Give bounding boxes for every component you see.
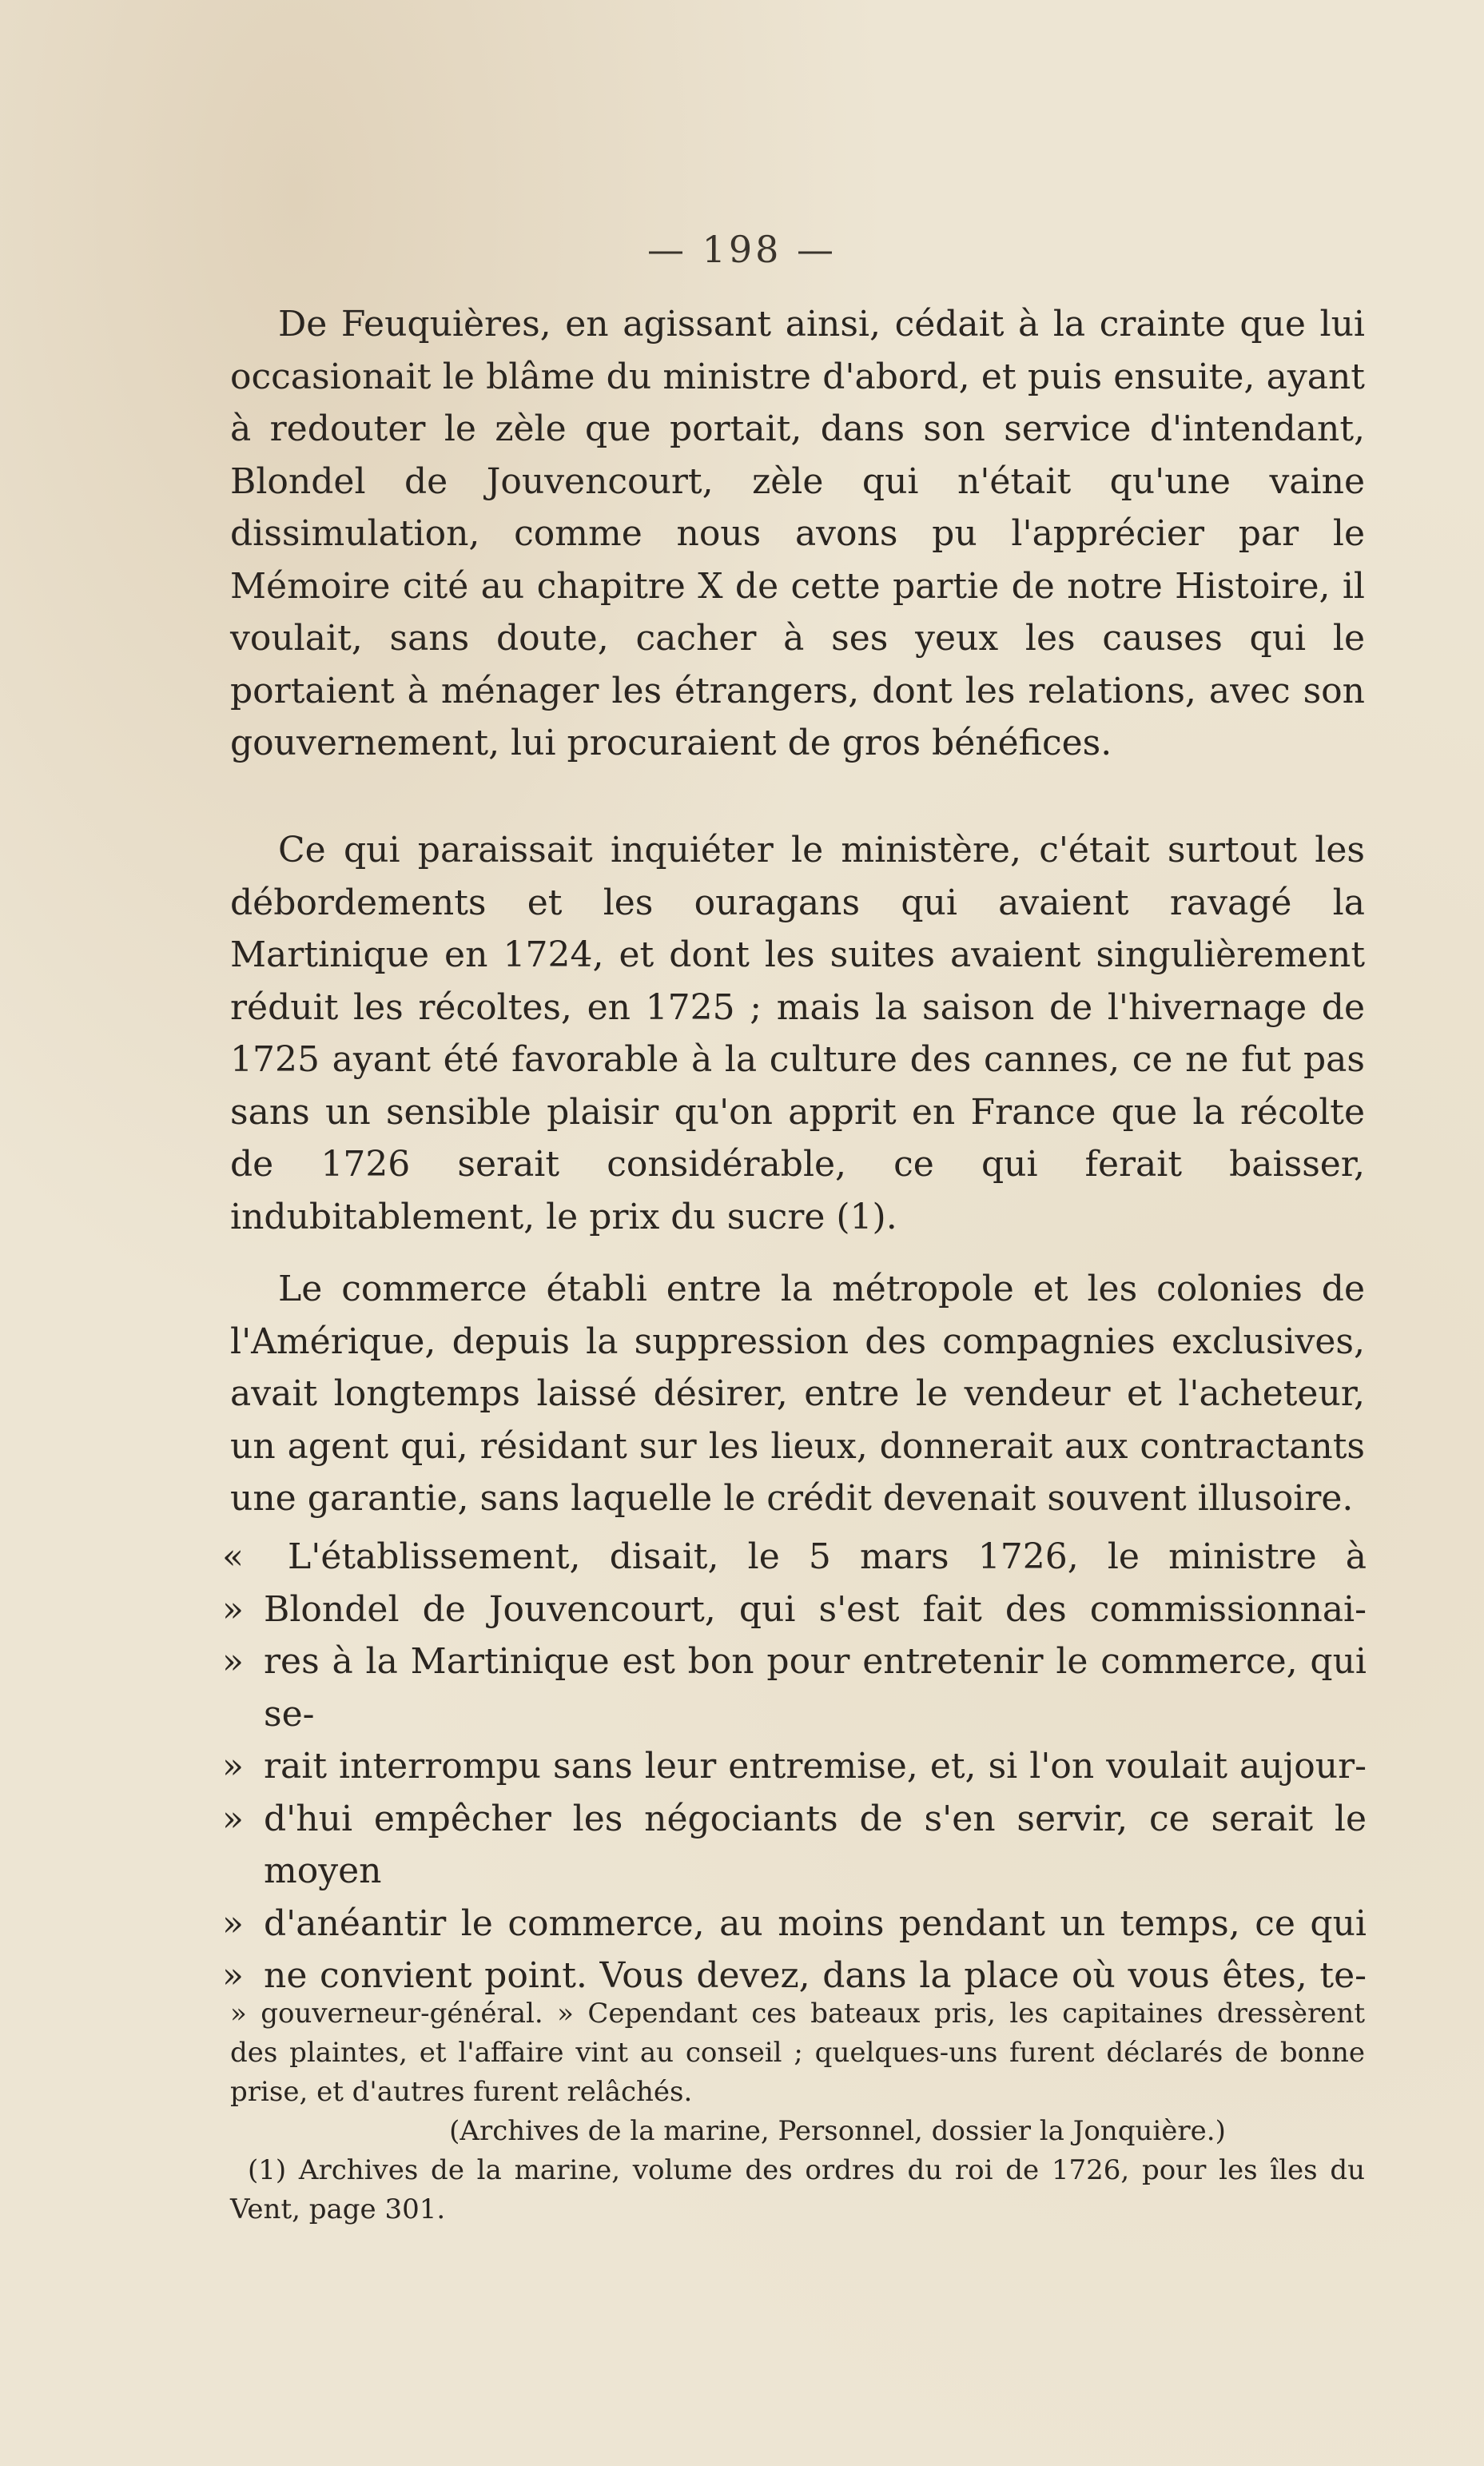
quote-text: L'établissement, disait, le 5 mars 1726, le ministre à	[288, 1536, 1367, 1577]
quote-line	[216, 1740, 1367, 1793]
footnote-continuation: » gouverneur-général. » Cependant ces bateaux pris, les capitaines dressèrent des plaintes, et l'affaire vint au conseil ; quelques-uns furent déclarés de bonne prise, et d'autres furent relâchés.	[230, 1998, 1365, 2108]
footnote-1: (1) Archives de la marine, volume des ordres du roi de 1726, pour les îles du Vent, page 301.	[230, 2154, 1365, 2225]
quote-text: Blondel de Jouvencourt, qui s'est fait des commissionnai-	[264, 1588, 1367, 1630]
quote-mark: «	[222, 1536, 244, 1577]
paragraph-2: Ce qui paraissait inquiéter le ministère, c'était surtout les débordements et les ouragans qui avaient ravagé la Martinique en 1724, et dont les suites avaient singulièrement réduit les récoltes, en 1725 ; mais la saison de l'hivernage de 1725 ayant été favorable à la culture des cannes, ce ne fut pas sans un sensible plaisir qu'on apprit en France que la récolte de 1726 serait considérable, ce qui ferait baisser, indubitablement, le prix du sucre (1).	[230, 830, 1365, 1237]
quotation-block	[216, 1531, 1367, 2002]
footnote-source: (Archives de la marine, Personnel, dossier la Jonquière.)	[449, 2115, 1226, 2147]
quote-text: rait interrompu sans leur entremise, et, si l'on voulait aujour-	[264, 1746, 1367, 1787]
quote-mark: »	[222, 1955, 244, 1996]
quote-line	[216, 1531, 1367, 1584]
quote-mark: »	[222, 1902, 244, 1944]
quote-text: d'anéantir le commerce, au moins pendant un temps, ce qui	[264, 1902, 1367, 1944]
quote-line	[216, 1898, 1367, 1950]
quote-mark: »	[222, 1746, 244, 1787]
page-number: — 198 —	[647, 228, 837, 271]
quote-mark: »	[222, 1641, 244, 1682]
quote-text: res à la Martinique est bon pour entretenir le commerce, qui se-	[264, 1641, 1367, 1735]
paragraph-1: De Feuquières, en agissant ainsi, cédait à la crainte que lui occasionait le blâme du ministre d'abord, et puis ensuite, ayant à redouter le zèle que portait, dans son service d'intendant, Blondel de Jouvencourt, zèle qui n'était qu'une vaine dissimulation, comme nous avons pu l'apprécier par le Mémoire cité au chapitre X de cette partie de notre Histoire, il voulait, sans doute, cacher à ses yeux les causes qui le portaient à ménager les étrangers, dont les relations, avec son gouvernement, lui procuraient de gros bénéfices.	[230, 304, 1365, 763]
quote-mark: »	[222, 1588, 244, 1630]
quote-line	[216, 1793, 1367, 1898]
quote-mark: »	[222, 1798, 244, 1839]
quote-line	[216, 1635, 1367, 1740]
quote-text: d'hui empêcher les négociants de s'en servir, ce serait le moyen	[264, 1798, 1367, 1891]
paragraph-3: Le commerce établi entre la métropole et les colonies de l'Amérique, depuis la suppression des compagnies exclusives, avait longtemps laissé désirer, entre le vendeur et l'acheteur, un agent qui, résidant sur les lieux, donnerait aux contractants une garantie, sans laquelle le crédit devenait souvent illusoire.	[230, 1269, 1365, 1519]
quote-line	[216, 1584, 1367, 1636]
quote-text: ne convient point. Vous devez, dans la place où vous êtes, te-	[264, 1955, 1367, 1996]
footnotes	[230, 1994, 1365, 2229]
